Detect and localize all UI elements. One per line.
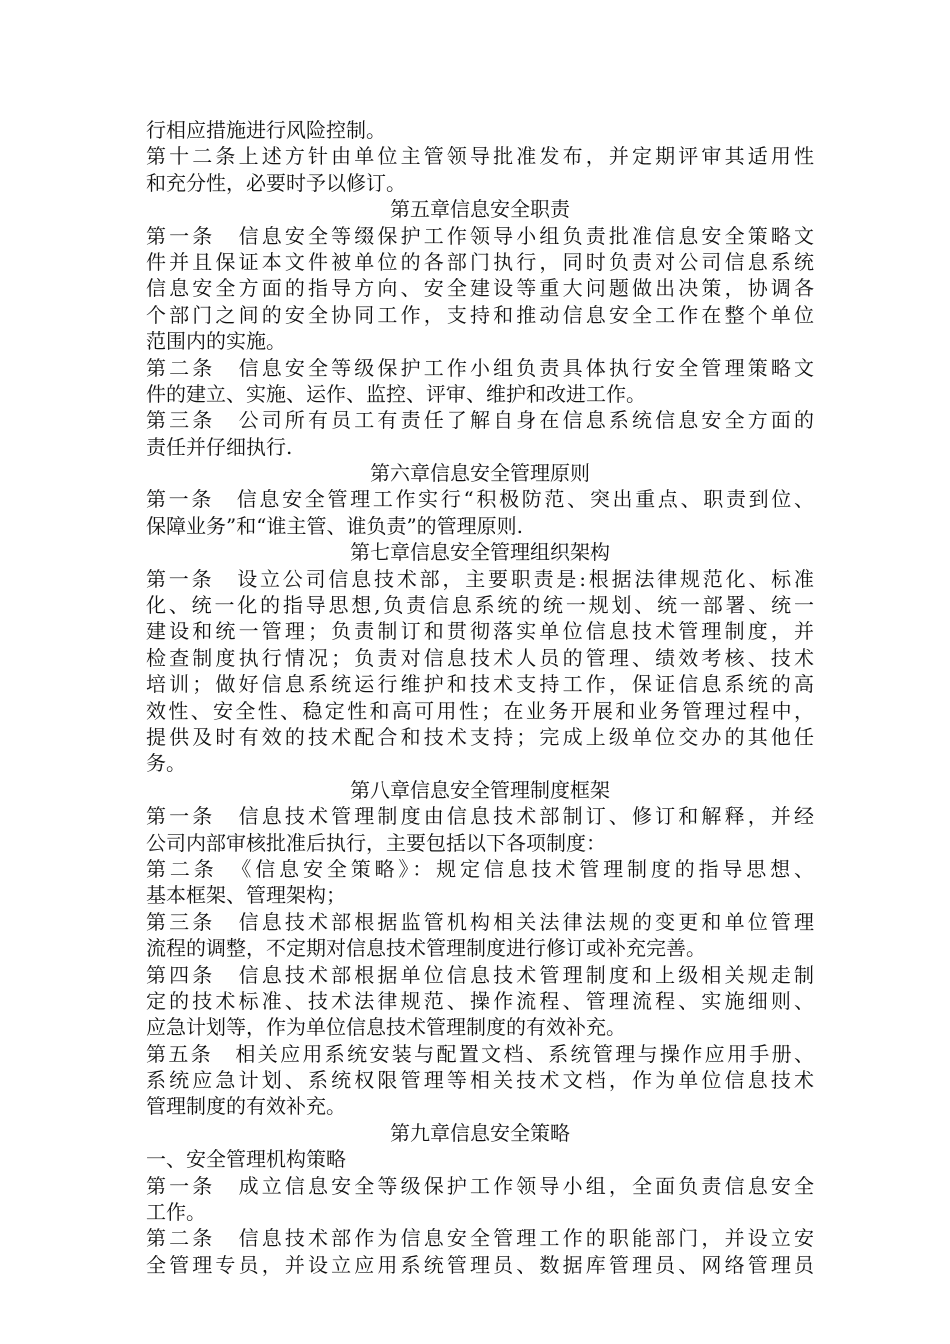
text-line: 行相应措施进行风险控制。	[146, 118, 386, 142]
text-line: 应急计划等，作为单位信息技术管理制度的有效补充。	[146, 1015, 626, 1040]
chapter-heading: 第八章信息安全管理制度框架	[350, 777, 610, 802]
text-line: 管理制度的有效补充。	[146, 1094, 346, 1119]
text-line: 基本框架、管理架构；	[146, 883, 346, 908]
text-line: 公司内部审核批准后执行，主要包括以下各项制度：	[146, 830, 606, 855]
text-line: 件并且保证本文件被单位的各部门执行，同时负责对公司信息系统	[146, 249, 814, 274]
text-line: 保障业务”和“谁主管、谁负责”的管理原则.	[146, 513, 524, 538]
text-line: 工作。	[146, 1200, 206, 1225]
chapter-heading: 第六章信息安全管理原则	[370, 461, 590, 486]
text-line: 第三条 公司所有员工有责任了解自身在信息系统信息安全方面的	[146, 408, 814, 433]
text-line: 流程的调整，不定期对信息技术管理制度进行修订或补充完善。	[146, 936, 706, 961]
text-line: 范围内的实施。	[146, 329, 286, 354]
text-line: 全管理专员，并设立应用系统管理员、数据库管理员、网络管理员	[146, 1252, 814, 1277]
text-line: 一、安全管理机构策略	[146, 1147, 346, 1172]
text-line: 和充分性，必要时予以修订。	[146, 170, 406, 195]
text-line: 提供及时有效的技术配合和技术支持；完成上级单位交办的其他任	[146, 724, 814, 749]
text-line: 第一条 信息技术管理制度由信息技术部制订、修订和解释，并经	[146, 804, 814, 829]
text-line: 第一条 成立信息安全等级保护工作领导小组，全面负责信息安全	[146, 1173, 814, 1198]
text-line: 建设和统一管理；负责制订和贯彻落实单位信息技术管理制度，并	[146, 619, 814, 644]
text-line: 务。	[146, 751, 186, 776]
chapter-heading: 第五章信息安全职责	[390, 197, 570, 222]
text-line: 个部门之间的安全协同工作，支持和推动信息安全工作在整个单位	[146, 302, 814, 327]
text-line: 第二条 《信息安全策略》：规定信息技术管理制度的指导思想、	[146, 856, 814, 881]
text-line: 第二条 信息技术部作为信息安全管理工作的职能部门，并设立安	[146, 1226, 814, 1251]
text-line: 责任并仔细执行.	[146, 434, 293, 459]
text-line: 定的技术标准、技术法律规范、操作流程、管理流程、实施细则、	[146, 988, 814, 1013]
text-line: 信息安全方面的指导方向、安全建设等重大问题做出决策，协调各	[146, 276, 814, 301]
text-line: 第一条 设立公司信息技术部，主要职责是:根据法律规范化、标准	[146, 566, 814, 591]
text-line: 培训；做好信息系统运行维护和技术支持工作，保证信息系统的高	[146, 672, 814, 697]
text-line: 化、统一化的指导思想,负责信息系统的统一规划、统一部署、统一	[146, 593, 814, 618]
text-line: 第十二条上述方针由单位主管领导批准发布，并定期评审其适用性	[146, 144, 814, 169]
text-line: 第四条 信息技术部根据单位信息技术管理制度和上级相关规走制	[146, 962, 814, 987]
text-line: 第一条 信息安全管理工作实行“积极防范、突出重点、职责到位、	[146, 487, 814, 512]
text-line: 件的建立、实施、运作、监控、评审、维护和改进工作。	[146, 381, 646, 406]
text-line: 第一条 信息安全等缀保护工作领导小组负责批准信息安全策略文	[146, 223, 814, 248]
chapter-heading: 第七章信息安全管理组织架构	[350, 540, 610, 565]
text-line: 第三条 信息技术部根据监管机构相关法律法规的变更和单位管理	[146, 909, 814, 934]
text-line: 系统应急计划、系统权限管理等相关技术文档，作为单位信息技术	[146, 1068, 814, 1093]
text-line: 效性、安全性、稳定性和高可用性；在业务开展和业务管理过程中，	[146, 698, 814, 723]
text-line: 第五条 相关应用系统安装与配置文档、系统管理与操作应用手册、	[146, 1041, 814, 1066]
text-line: 检查制度执行情况；负责对信息技术人员的管理、绩效考核、技术	[146, 645, 814, 670]
text-line: 第二条 信息安全等级保护工作小组负责具体执行安全管理策略文	[146, 355, 814, 380]
document-body	[146, 117, 814, 1278]
chapter-heading: 第九章信息安全策略	[390, 1120, 570, 1145]
